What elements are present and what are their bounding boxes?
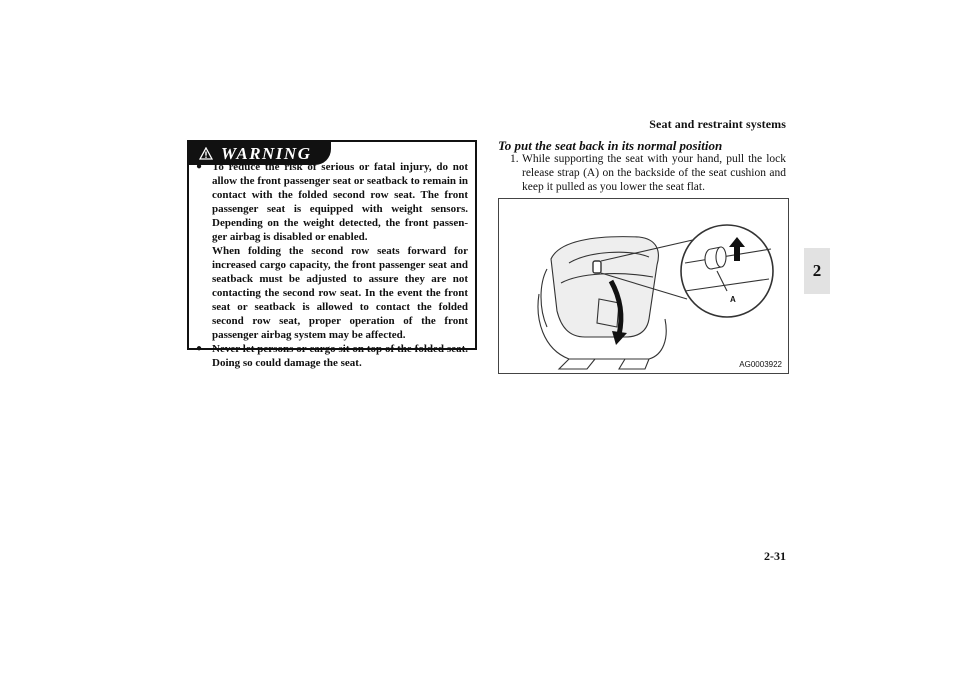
step-text: While supporting the seat with your hand, pull the lock release strap (A) on the backside of the seat cushion and keep it pulled as you lower the seat flat. xyxy=(522,153,786,193)
bullet-icon: ● xyxy=(196,161,203,172)
warning-continuation-text: When folding the second row seats forward for increased cargo capacity, the front passenger seat and seatback must be adjusted to assure they are not contacting the second row seat. In the event the front seat or seatback is allowed to contact the folded second row seat, proper operation of the front passenger airbag system may be affected. xyxy=(212,245,468,341)
warning-body xyxy=(196,160,468,370)
warning-triangle-icon xyxy=(199,147,213,160)
running-header: Seat and restraint systems xyxy=(649,117,786,131)
step-number: 1. xyxy=(510,153,519,165)
warning-bullet xyxy=(196,342,468,370)
warning-title: WARNING xyxy=(221,143,312,163)
seat-drawing xyxy=(499,199,788,373)
warning-continuation xyxy=(196,244,468,342)
callout-label-a: A xyxy=(730,295,736,304)
warning-bullet-text: To reduce the risk of serious or fatal injury, do not allow the front passenger seat or seatback to remain in contact with the folded second row seat. The front passenger seat is equipped with weight sensors. Depending on the weight detected, the front passen-ger airbag is disabled or enabled. xyxy=(212,161,468,243)
figure-code: AG0003922 xyxy=(739,360,782,369)
page-number: 2-31 xyxy=(764,549,786,563)
seat-illustration xyxy=(498,198,789,374)
chapter-tab xyxy=(804,248,830,294)
warning-bullet-text: Never let persons or cargo sit on top of the folded seat. Doing so could damage the seat. xyxy=(212,343,468,369)
bullet-icon: ● xyxy=(196,343,203,354)
chapter-number: 2 xyxy=(812,261,822,280)
procedure-step xyxy=(510,152,786,194)
warning-box xyxy=(187,140,477,369)
procedure-title: To put the seat back in its normal position xyxy=(498,138,723,153)
warning-bullet xyxy=(196,160,468,244)
